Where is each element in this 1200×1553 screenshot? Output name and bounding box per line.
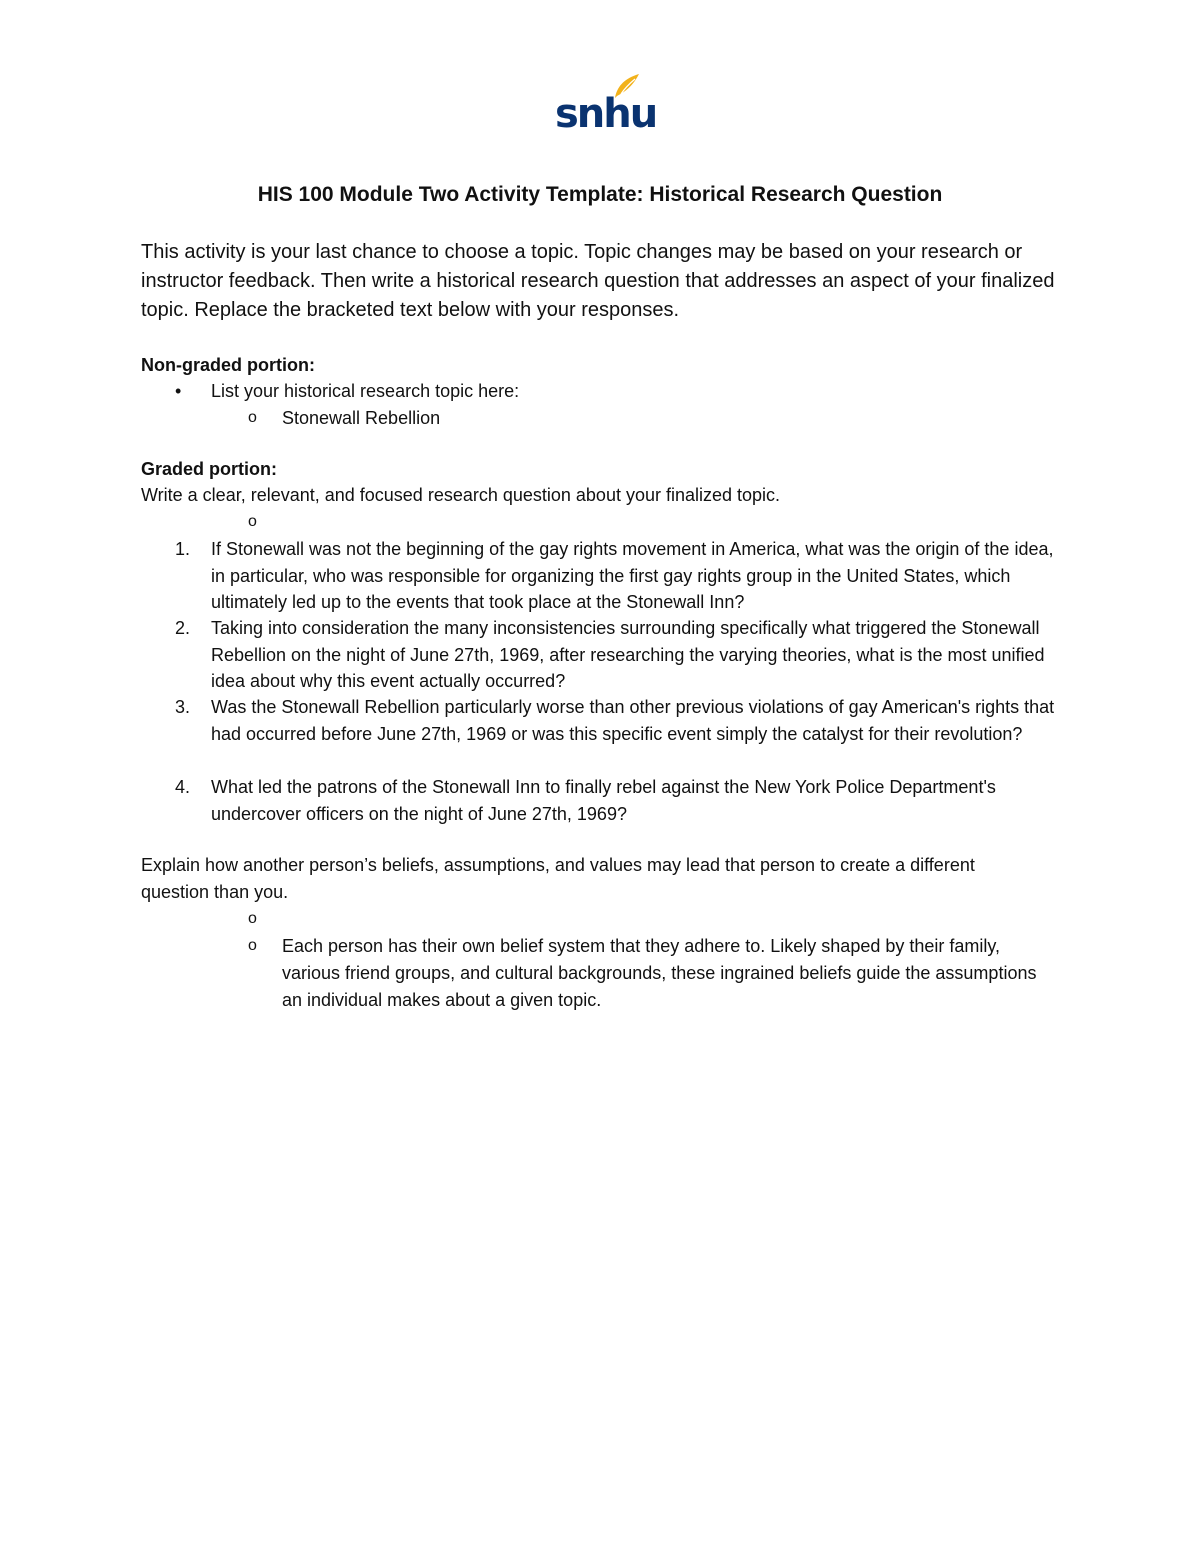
question-number: 3. <box>175 697 191 717</box>
explain-prompt: Explain how another person’s beliefs, assumptions, and values may lead that person to create a different question than you. <box>141 855 975 902</box>
bullet-marker: • <box>175 381 182 401</box>
answer-sub-bullet: o <box>248 937 257 954</box>
empty-sub-bullet: o <box>248 910 257 927</box>
question-text: Taking into consideration the many inconsistencies surrounding specifically what triggered the Stonewall Rebellion on the night of June 27th, 1969, after researching the varying theories, what is the most unified idea about why this event actually occurred? <box>211 618 1045 691</box>
logo-text: snhu <box>555 91 657 137</box>
page-title: HIS 100 Module Two Activity Template: Historical Research Question <box>257 183 943 206</box>
explain-answer: Each person has their own belief system that they adhere to. Likely shaped by their family, various friend groups, and cultural backgrounds, these ingrained beliefs guide the assumptions an individual makes about a given topic. <box>282 936 1037 1010</box>
question-text: What led the patrons of the Stonewall Inn to finally rebel against the New York Police Department's undercover officers on the night of June 27th, 1969? <box>211 777 996 824</box>
question-number: 2. <box>175 618 191 638</box>
topic-value: Stonewall Rebellion <box>282 408 441 428</box>
question-number: 1. <box>175 539 191 559</box>
topic-prompt: List your historical research topic here: <box>211 381 520 401</box>
question-text: If Stonewall was not the beginning of the gay rights movement in America, what was the origin of the idea, in particular, who was responsible for organizing the first gay rights group in the United States, which ultimately led up to the events that took place at the Stonewall Inn? <box>211 539 1054 612</box>
question-text: Was the Stonewall Rebellion particularly worse than other previous violations of gay American's rights that had occurred before June 27th, 1969 or was this specific event simply the catalyst for their revolution? <box>211 697 1055 744</box>
intro-paragraph: This activity is your last chance to choose a topic. Topic changes may be based on your research or instructor feedback. Then write a historical research question that addresses an aspect of your finalized topic. Replace the bracketed text below with your responses. <box>141 241 1055 321</box>
snhu-logo <box>555 72 657 137</box>
question-number: 4. <box>175 777 191 797</box>
empty-sub-bullet: o <box>248 513 257 530</box>
graded-heading: Graded portion: <box>141 459 277 479</box>
sub-bullet-marker: o <box>248 409 257 426</box>
non-graded-heading: Non-graded portion: <box>141 355 315 375</box>
graded-prompt: Write a clear, relevant, and focused research question about your finalized topic. <box>141 485 781 505</box>
